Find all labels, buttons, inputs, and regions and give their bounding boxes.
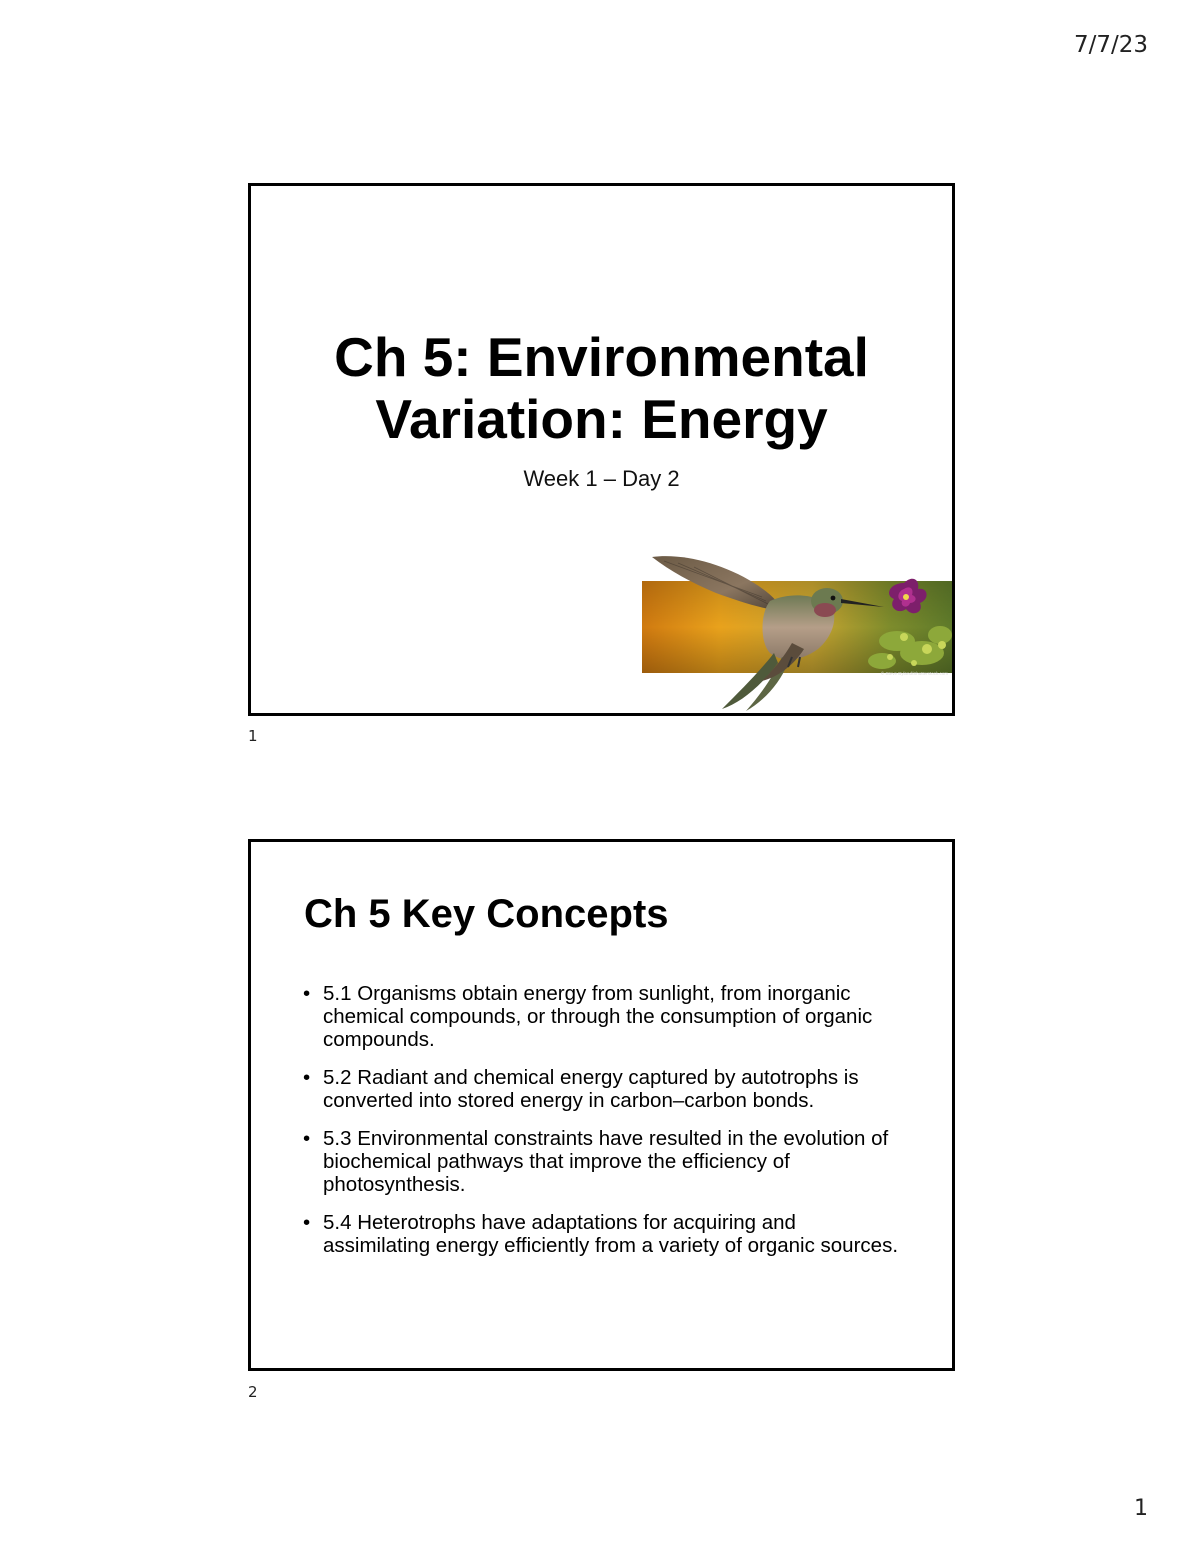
- slide-1: [248, 183, 955, 716]
- slide-1-number: 1: [248, 727, 258, 745]
- bullet-icon: •: [303, 1211, 311, 1234]
- hummingbird-photo: [642, 553, 952, 713]
- bullet-icon: •: [303, 982, 311, 1005]
- key-concepts-list: [303, 982, 903, 1272]
- list-item: [303, 982, 903, 1051]
- slide-2: [248, 839, 955, 1371]
- list-item: [303, 1066, 903, 1112]
- concept-text: 5.3 Environmental constraints have resulted in the evolution of biochemical pathways that improve the efficiency of photosynthesis.: [323, 1127, 889, 1196]
- slide-1-title-line1: Ch 5: Environmental: [334, 326, 869, 388]
- concept-text: 5.4 Heterotrophs have adaptations for acquiring and assimilating energy efficiently from a variety of organic sources.: [323, 1211, 899, 1257]
- page-date: 7/7/23: [1073, 32, 1148, 58]
- bullet-icon: •: [303, 1127, 311, 1150]
- list-item: [303, 1127, 903, 1196]
- slide-2-number: 2: [248, 1383, 258, 1401]
- concept-text: 5.2 Radiant and chemical energy captured by autotrophs is converted into stored energy in carbon–carbon bonds.: [323, 1066, 859, 1112]
- slide-1-title-block: [251, 326, 952, 492]
- slide-1-title-line2: Variation: Energy: [375, 388, 828, 450]
- slide-1-title: [251, 326, 952, 450]
- photo-credit: © Steve Byland/Shutterstock.com: [880, 671, 948, 676]
- slide-1-subtitle: Week 1 – Day 2: [523, 466, 680, 491]
- concept-text: 5.1 Organisms obtain energy from sunlight, from inorganic chemical compounds, or through the consumption of organic compounds.: [323, 982, 873, 1051]
- bullet-icon: •: [303, 1066, 311, 1089]
- page-number: 1: [1134, 1496, 1148, 1521]
- slide-2-title: Ch 5 Key Concepts: [304, 892, 669, 936]
- list-item: [303, 1211, 903, 1257]
